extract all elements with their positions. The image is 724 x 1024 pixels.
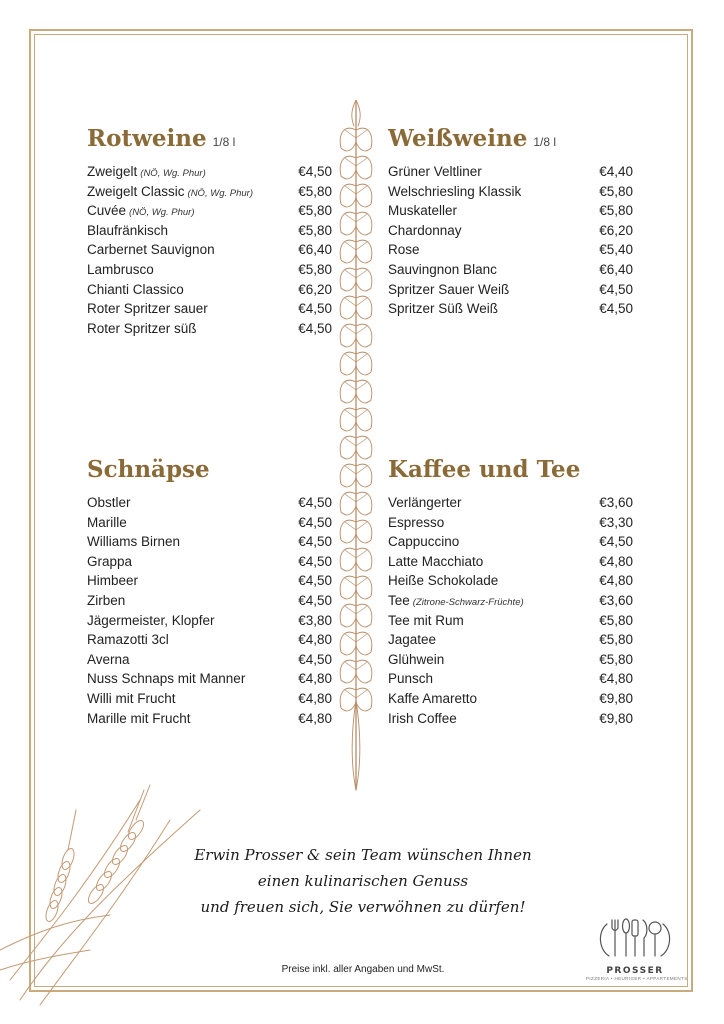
menu-item-row bbox=[87, 552, 332, 572]
menu-item-label: Blaufränkisch bbox=[87, 222, 169, 238]
menu-item-row bbox=[388, 240, 633, 260]
section-title: Rotweine 1/8 l bbox=[87, 125, 236, 152]
menu-item-price: €5,80 bbox=[599, 651, 633, 667]
menu-item-name bbox=[87, 669, 245, 689]
section-weissweine bbox=[388, 124, 633, 319]
closing-message bbox=[140, 842, 586, 920]
menu-item-row bbox=[87, 280, 332, 300]
menu-item-row bbox=[388, 571, 633, 591]
menu-item-label: Sauvingnon Blanc bbox=[388, 261, 497, 277]
menu-item-name bbox=[87, 260, 154, 280]
menu-item-label: Roter Spritzer süß bbox=[87, 320, 197, 336]
menu-item-label: Himbeer bbox=[87, 573, 139, 589]
menu-item-price: €5,80 bbox=[599, 612, 633, 628]
menu-item-price: €4,50 bbox=[298, 592, 332, 608]
menu-item-price: €6,40 bbox=[599, 261, 633, 277]
menu-item-label: Carbernet Sauvignon bbox=[87, 242, 215, 258]
menu-item-row bbox=[87, 182, 332, 202]
menu-item-label: Ramazotti 3cl bbox=[87, 632, 169, 648]
menu-item-name bbox=[388, 493, 462, 513]
menu-item-row bbox=[87, 493, 332, 513]
menu-item-row bbox=[87, 513, 332, 533]
menu-item-name bbox=[388, 650, 444, 670]
menu-item-label: Verlängerter bbox=[388, 495, 462, 510]
section-schnaepse bbox=[87, 455, 332, 728]
menu-item-name bbox=[87, 591, 125, 611]
menu-item-price: €5,80 bbox=[298, 222, 332, 238]
menu-item-row bbox=[87, 571, 332, 591]
menu-item-name bbox=[87, 571, 138, 591]
menu-item-price: €4,50 bbox=[599, 534, 633, 550]
menu-item-row bbox=[388, 162, 633, 182]
menu-item-name bbox=[87, 162, 206, 184]
menu-item-name bbox=[388, 260, 497, 280]
menu-item-name bbox=[87, 221, 168, 241]
menu-item-price: €4,50 bbox=[599, 301, 633, 317]
menu-item-row bbox=[87, 260, 332, 280]
menu-item-row bbox=[87, 532, 332, 552]
menu-item-label: Willi mit Frucht bbox=[87, 690, 176, 706]
menu-item-price: €4,40 bbox=[599, 164, 633, 179]
menu-item-row bbox=[87, 669, 332, 689]
menu-item-label: Lambrusco bbox=[87, 261, 154, 277]
menu-item-price: €5,40 bbox=[599, 242, 633, 258]
item-list bbox=[388, 493, 633, 728]
menu-item-note: (NÖ, Wg. Phur) bbox=[187, 187, 253, 199]
menu-item-label: Spritzer Sauer Weiß bbox=[388, 281, 510, 297]
menu-item-label: Irish Coffee bbox=[388, 710, 457, 726]
menu-item-name bbox=[388, 162, 482, 182]
menu-item-price: €4,50 bbox=[298, 573, 332, 589]
menu-item-price: €4,80 bbox=[298, 690, 332, 706]
menu-item-price: €3,80 bbox=[298, 612, 332, 628]
menu-item-row bbox=[87, 709, 332, 729]
menu-item-label: Williams Birnen bbox=[87, 534, 181, 550]
menu-item-row bbox=[388, 201, 633, 221]
menu-item-name bbox=[87, 532, 180, 552]
menu-item-price: €4,50 bbox=[298, 301, 332, 317]
menu-item-price: €9,80 bbox=[599, 710, 633, 726]
menu-item-price: €4,80 bbox=[599, 573, 633, 589]
menu-item-row bbox=[388, 650, 633, 670]
menu-item-price: €6,40 bbox=[298, 242, 332, 258]
menu-item-note: (NÖ, Wg. Phur) bbox=[129, 207, 195, 219]
menu-item-row bbox=[388, 709, 633, 729]
menu-item-label: Zirben bbox=[87, 592, 126, 608]
menu-item-price: €5,80 bbox=[298, 261, 332, 277]
menu-item-row bbox=[87, 611, 332, 631]
menu-item-name bbox=[388, 280, 509, 300]
menu-item-row bbox=[388, 260, 633, 280]
menu-item-price: €5,80 bbox=[599, 632, 633, 648]
menu-item-row bbox=[87, 650, 332, 670]
menu-item-price: €4,50 bbox=[298, 514, 332, 530]
menu-item-name bbox=[388, 201, 457, 221]
closing-line: Erwin Prosser & sein Team wünschen Ihnen bbox=[194, 846, 532, 864]
menu-item-price: €4,80 bbox=[599, 553, 633, 569]
menu-item-row bbox=[388, 299, 633, 319]
menu-item-label: Roter Spritzer sauer bbox=[87, 301, 208, 317]
prosser-logo bbox=[586, 914, 688, 981]
menu-item-name bbox=[388, 182, 521, 202]
menu-item-name bbox=[388, 611, 464, 631]
menu-item-row bbox=[388, 591, 633, 611]
menu-item-name bbox=[388, 513, 444, 533]
kitchen-utensils-icon bbox=[595, 914, 675, 960]
menu-item-price: €5,80 bbox=[298, 183, 332, 199]
menu-item-price: €4,50 bbox=[298, 320, 332, 336]
menu-item-row bbox=[87, 591, 332, 611]
menu-item-label: Kaffe Amaretto bbox=[388, 690, 478, 706]
menu-item-name bbox=[87, 513, 127, 533]
menu-item-label: Grüner Veltliner bbox=[388, 164, 482, 179]
menu-item-label: Zweigelt Classic bbox=[87, 183, 185, 199]
menu-item-label: Marille bbox=[87, 514, 127, 530]
section-title: Weißweine 1/8 l bbox=[388, 125, 557, 152]
section-rotweine bbox=[87, 124, 332, 338]
menu-item-price: €5,80 bbox=[599, 183, 633, 199]
menu-item-name bbox=[87, 299, 208, 319]
menu-item-name bbox=[388, 299, 498, 319]
menu-item-label: Tee bbox=[388, 592, 410, 608]
menu-item-price: €3,60 bbox=[599, 592, 633, 608]
menu-item-name bbox=[388, 709, 457, 729]
menu-item-name bbox=[87, 493, 131, 513]
menu-item-name bbox=[388, 221, 462, 241]
menu-item-price: €9,80 bbox=[599, 690, 633, 706]
section-title: Schnäpse bbox=[87, 456, 210, 483]
menu-item-name bbox=[388, 591, 524, 613]
menu-item-price: €5,80 bbox=[298, 203, 332, 219]
menu-item-label: Averna bbox=[87, 651, 130, 667]
menu-item-label: Punsch bbox=[388, 671, 434, 687]
section-unit: 1/8 l bbox=[212, 135, 236, 149]
menu-item-label: Rose bbox=[388, 242, 420, 258]
menu-item-name bbox=[388, 571, 498, 591]
menu-item-row bbox=[87, 299, 332, 319]
menu-item-row bbox=[388, 552, 633, 572]
menu-item-name bbox=[87, 201, 194, 223]
item-list bbox=[87, 493, 332, 728]
menu-item-row bbox=[87, 240, 332, 260]
menu-item-note: (Zitrone-Schwarz-Früchte) bbox=[412, 596, 524, 608]
menu-item-row bbox=[87, 319, 332, 339]
closing-line: einen kulinarischen Genuss bbox=[257, 872, 469, 890]
wheat-stalk-decoration bbox=[330, 100, 382, 800]
menu-item-name bbox=[87, 182, 253, 204]
menu-item-price: €4,80 bbox=[298, 710, 332, 726]
menu-item-price: €4,50 bbox=[298, 651, 332, 667]
menu-item-row bbox=[388, 182, 633, 202]
closing-line: und freuen sich, Sie verwöhnen zu dürfen! bbox=[200, 898, 526, 916]
menu-item-row bbox=[388, 611, 633, 631]
menu-item-price: €3,30 bbox=[599, 514, 633, 530]
menu-item-price: €4,50 bbox=[298, 553, 332, 569]
menu-item-label: Grappa bbox=[87, 553, 133, 569]
menu-item-name bbox=[388, 630, 436, 650]
menu-item-row bbox=[388, 221, 633, 241]
logo-tagline: PIZZERIA • HEURIGER • APPARTEMENTS bbox=[586, 976, 688, 981]
menu-item-label: Chianti Classico bbox=[87, 281, 184, 297]
menu-item-name bbox=[87, 650, 130, 670]
menu-item-label: Spritzer Süß Weiß bbox=[388, 301, 499, 317]
menu-item-price: €6,20 bbox=[298, 281, 332, 297]
menu-item-price: €4,80 bbox=[298, 632, 332, 648]
menu-item-name bbox=[87, 611, 215, 631]
menu-item-label: Muskateller bbox=[388, 203, 458, 219]
menu-item-row bbox=[87, 689, 332, 709]
menu-item-label: Chardonnay bbox=[388, 222, 462, 238]
menu-item-label: Latte Macchiato bbox=[388, 553, 484, 569]
menu-item-name bbox=[87, 240, 215, 260]
menu-item-note: (NÖ, Wg. Phur) bbox=[140, 168, 206, 179]
menu-item-price: €4,50 bbox=[298, 495, 332, 510]
menu-item-name bbox=[87, 630, 169, 650]
menu-item-row bbox=[388, 513, 633, 533]
menu-item-label: Marille mit Frucht bbox=[87, 710, 191, 726]
menu-item-price: €4,50 bbox=[298, 534, 332, 550]
section-unit: 1/8 l bbox=[533, 135, 557, 149]
menu-item-price: €5,80 bbox=[599, 203, 633, 219]
menu-item-name bbox=[388, 532, 459, 552]
item-list bbox=[388, 162, 633, 319]
menu-item-price: €4,50 bbox=[599, 281, 633, 297]
menu-item-price: €4,80 bbox=[599, 671, 633, 687]
menu-item-row bbox=[87, 221, 332, 241]
logo-wordmark: PROSSER bbox=[606, 966, 664, 976]
menu-item-label: Zweigelt bbox=[87, 164, 138, 179]
menu-item-row bbox=[388, 669, 633, 689]
section-title: Kaffee und Tee bbox=[388, 456, 581, 483]
menu-item-row bbox=[87, 162, 332, 182]
menu-item-price: €4,50 bbox=[298, 164, 332, 179]
menu-item-name bbox=[388, 669, 433, 689]
menu-item-label: Espresso bbox=[388, 514, 445, 530]
menu-item-row bbox=[87, 630, 332, 650]
menu-item-name bbox=[388, 552, 483, 572]
menu-item-row bbox=[388, 689, 633, 709]
menu-item-name bbox=[87, 319, 197, 339]
menu-item-label: Cuvée bbox=[87, 203, 127, 219]
menu-item-label: Nuss Schnaps mit Manner bbox=[87, 671, 246, 687]
menu-item-label: Welschriesling Klassik bbox=[388, 183, 522, 199]
menu-item-row bbox=[388, 280, 633, 300]
menu-item-label: Tee mit Rum bbox=[388, 612, 464, 628]
menu-item-price: €3,60 bbox=[599, 495, 633, 510]
menu-item-label: Jägermeister, Klopfer bbox=[87, 612, 215, 628]
menu-item-row bbox=[388, 532, 633, 552]
menu-item-name bbox=[87, 552, 132, 572]
section-kaffee-und-tee bbox=[388, 455, 633, 728]
item-list bbox=[87, 162, 332, 338]
menu-item-label: Jagatee bbox=[388, 632, 437, 648]
menu-item-price: €4,80 bbox=[298, 671, 332, 687]
menu-item-label: Obstler bbox=[87, 495, 131, 510]
menu-item-row bbox=[388, 630, 633, 650]
menu-item-price: €6,20 bbox=[599, 222, 633, 238]
menu-item-label: Cappuccino bbox=[388, 534, 460, 550]
menu-item-name bbox=[388, 240, 420, 260]
menu-item-name bbox=[87, 280, 184, 300]
menu-item-name bbox=[87, 689, 176, 709]
price-footnote: Preise inkl. aller Angaben und MwSt. bbox=[281, 964, 445, 975]
menu-item-label: Heiße Schokolade bbox=[388, 573, 499, 589]
menu-item-row bbox=[87, 201, 332, 221]
menu-item-name bbox=[87, 709, 191, 729]
menu-item-row bbox=[388, 493, 633, 513]
menu-item-name bbox=[388, 689, 477, 709]
menu-item-label: Glühwein bbox=[388, 651, 445, 667]
